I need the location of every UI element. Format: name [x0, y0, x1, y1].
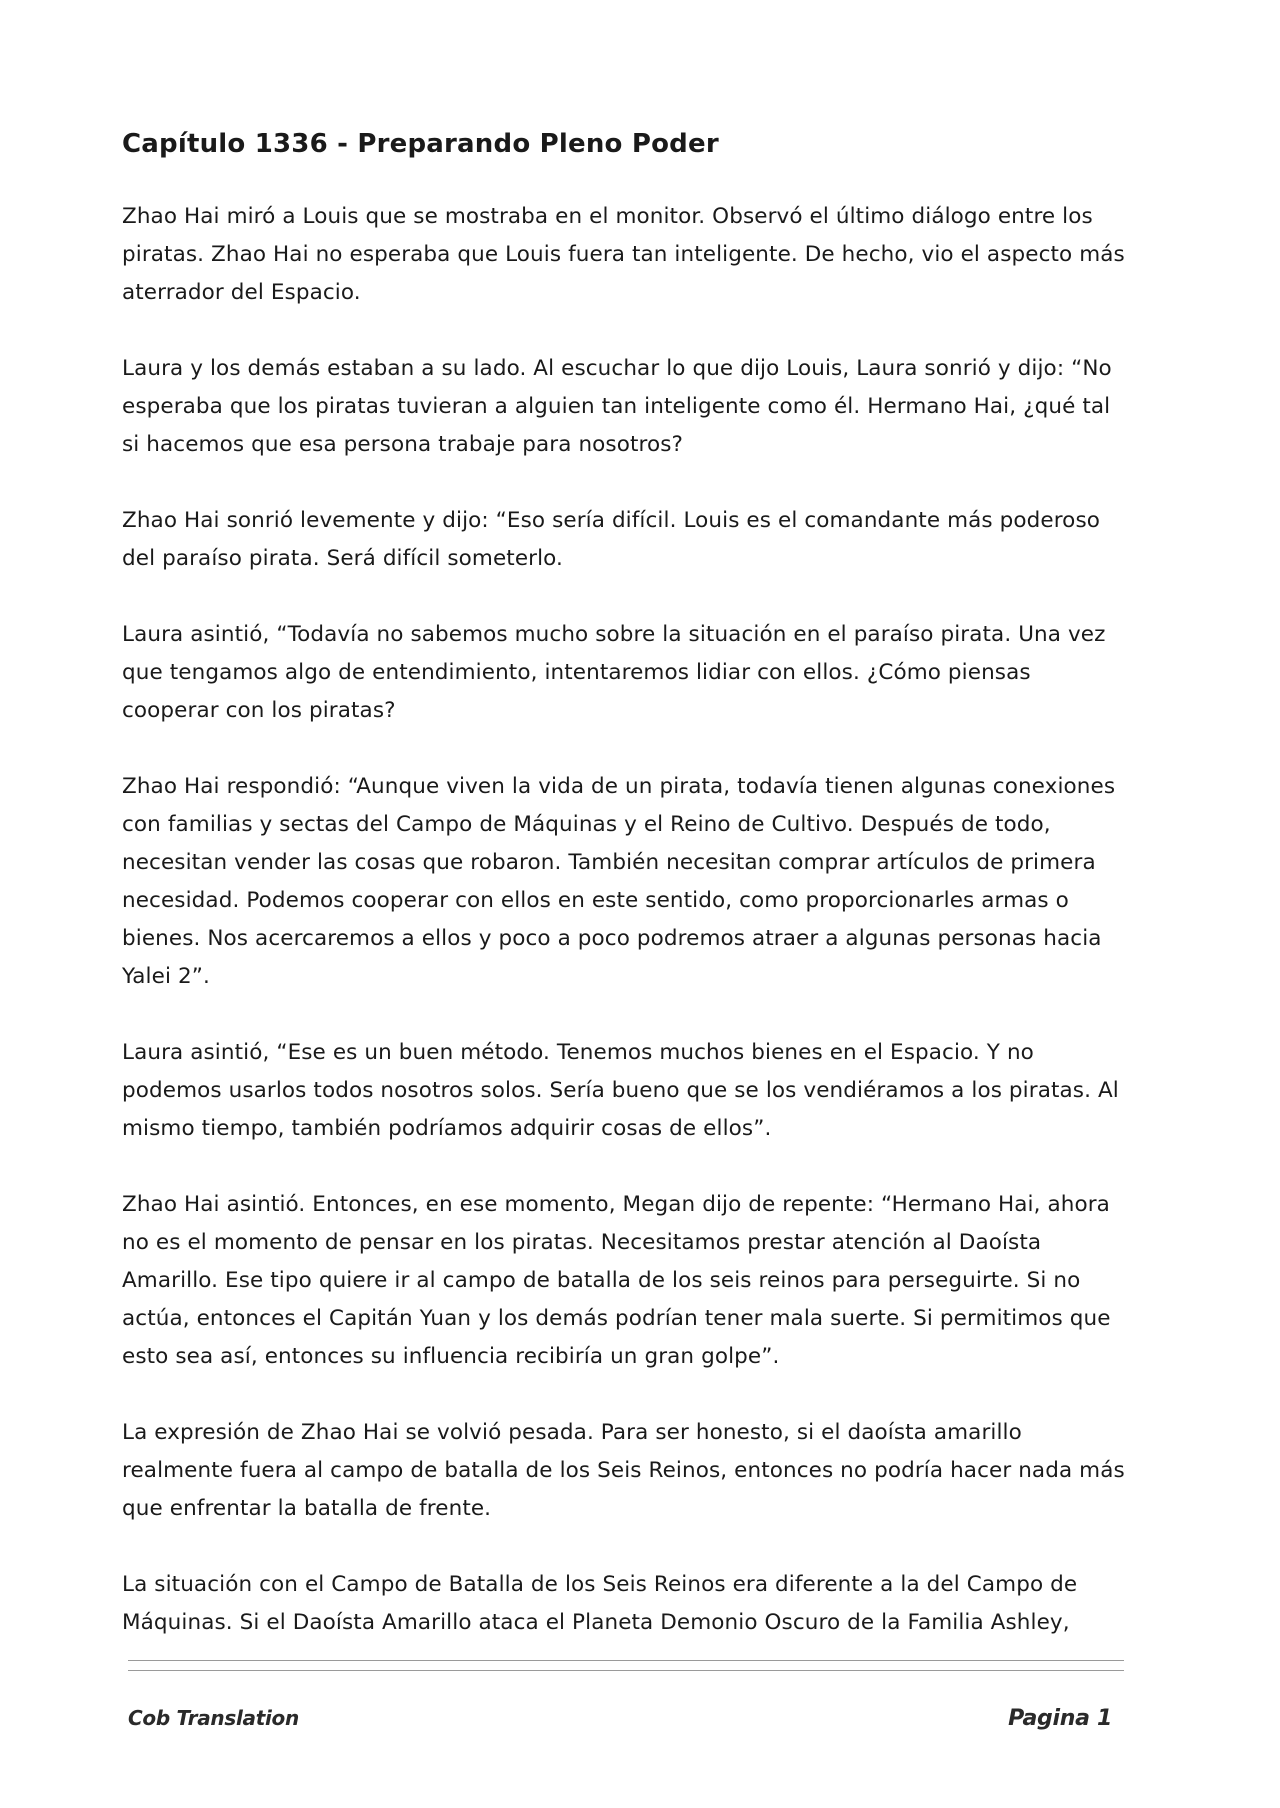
paragraph: La situación con el Campo de Batalla de los Seis Reinos era diferente a la del Campo de Máquinas. Si el Daoísta Amarillo ataca el Planeta Demonio Oscuro de la Familia Ashley,	[122, 1572, 1078, 1635]
page-content	[122, 124, 1132, 1680]
paragraph: Zhao Hai sonrió levemente y dijo: “Eso sería difícil. Louis es el comandante más poderoso del paraíso pirata. Será difícil someterlo.	[122, 508, 1100, 571]
paragraph: Laura asintió, “Ese es un buen método. Tenemos muchos bienes en el Espacio. Y no podemos usarlos todos nosotros solos. Sería bueno que se los vendiéramos a los piratas. Al mismo tiempo, también podríamos adquirir cosas de ellos”.	[122, 1040, 1119, 1141]
footer-divider	[128, 1660, 1124, 1680]
footer-publisher: Cob Translation	[128, 1706, 299, 1730]
chapter-title: Capítulo 1336 - Preparando Pleno Poder	[122, 129, 719, 159]
footer-rule-bottom	[128, 1670, 1124, 1671]
paragraph: Laura asintió, “Todavía no sabemos mucho sobre la situación en el paraíso pirata. Una vez que tengamos algo de entendimiento, intentaremos lidiar con ellos. ¿Cómo piensas cooperar con los piratas?	[122, 622, 1106, 723]
paragraph: Zhao Hai asintió. Entonces, en ese momento, Megan dijo de repente: “Hermano Hai, ahora no es el momento de pensar en los piratas. Necesitamos prestar atención al Daoísta Amarillo. Ese tipo quiere ir al campo de batalla de los seis reinos para perseguirte. Si no actúa, entonces el Capitán Yuan y los demás podrían tener mala suerte. Si permitimos que esto sea así, entonces su influencia recibiría un gran golpe”.	[122, 1192, 1111, 1369]
footer-page-number: Pagina 1	[1008, 1706, 1112, 1731]
paragraph: Zhao Hai miró a Louis que se mostraba en el monitor. Observó el último diálogo entre los piratas. Zhao Hai no esperaba que Louis fuera tan inteligente. De hecho, vio el aspecto más aterrador del Espacio.	[122, 204, 1125, 305]
paragraph: Zhao Hai respondió: “Aunque viven la vida de un pirata, todavía tienen algunas conexiones con familias y sectas del Campo de Máquinas y el Reino de Cultivo. Después de todo, necesitan vender las cosas que robaron. También necesitan comprar artículos de primera necesidad. Podemos cooperar con ellos en este sentido, como proporcionarles armas o bienes. Nos acercaremos a ellos y poco a poco podremos atraer a algunas personas hacia Yalei 2”.	[122, 774, 1116, 989]
footer-rule-top	[128, 1660, 1124, 1661]
paragraph: Laura y los demás estaban a su lado. Al escuchar lo que dijo Louis, Laura sonrió y dijo: “No esperaba que los piratas tuvieran a alguien tan inteligente como él. Hermano Hai, ¿qué tal si hacemos que esa persona trabaje para nosotros?	[122, 356, 1112, 457]
paragraph: La expresión de Zhao Hai se volvió pesada. Para ser honesto, si el daoísta amarillo realmente fuera al campo de batalla de los Seis Reinos, entonces no podría hacer nada más que enfrentar la batalla de frente.	[122, 1420, 1125, 1521]
